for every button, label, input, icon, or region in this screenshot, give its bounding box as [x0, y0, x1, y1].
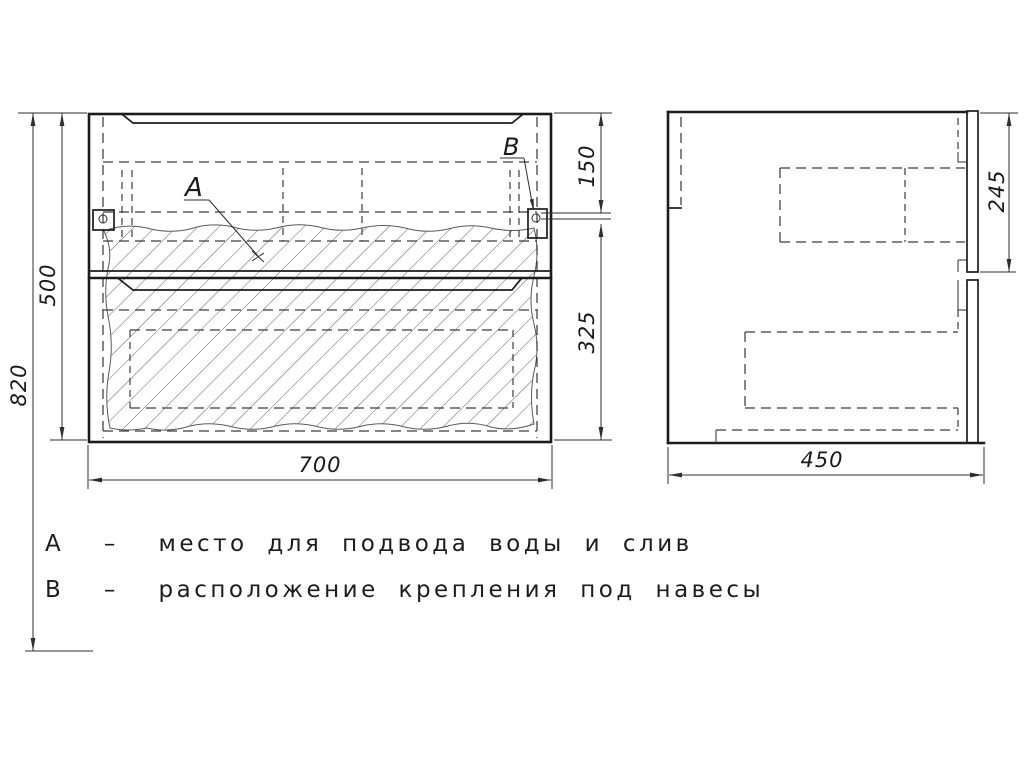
side-view — [668, 111, 984, 443]
dim-700 — [89, 453, 551, 482]
legend-line-b: В – расположение крепления под навесы — [45, 577, 765, 603]
dim-325-text: 325 — [575, 310, 599, 354]
dim-820 — [7, 113, 35, 651]
dim-450-text: 450 — [800, 448, 844, 472]
side-outline — [668, 111, 984, 443]
hatch-zone-a — [104, 225, 537, 430]
rail-connector-top — [958, 152, 967, 162]
dim-150-text: 150 — [575, 144, 599, 188]
dim-245 — [985, 113, 1011, 272]
rail-connector-mid-upper — [958, 260, 967, 272]
dim-325 — [575, 224, 603, 440]
dim-500-text: 500 — [36, 263, 60, 307]
callout-b — [500, 133, 534, 211]
dim-700-text: 700 — [298, 453, 342, 477]
mounting-hole-right — [532, 214, 540, 222]
dim-500 — [36, 113, 64, 440]
front-view — [89, 114, 551, 442]
lower-drawer-front-panel — [967, 280, 978, 443]
side-hidden-lines — [681, 117, 965, 430]
rail-connector-mid-lower — [958, 280, 967, 310]
callout-b-label: В — [503, 133, 520, 161]
dim-820-text: 820 — [7, 363, 31, 407]
dim-150 — [575, 113, 603, 213]
callout-a-label: А — [185, 173, 203, 203]
dim-245-text: 245 — [985, 169, 1009, 213]
upper-drawer-front-panel — [967, 111, 978, 272]
dim-450 — [669, 448, 983, 477]
upper-drawer-groove — [123, 115, 522, 123]
legend — [45, 531, 764, 603]
legend-line-a: А – место для подвода воды и слив — [45, 531, 693, 557]
